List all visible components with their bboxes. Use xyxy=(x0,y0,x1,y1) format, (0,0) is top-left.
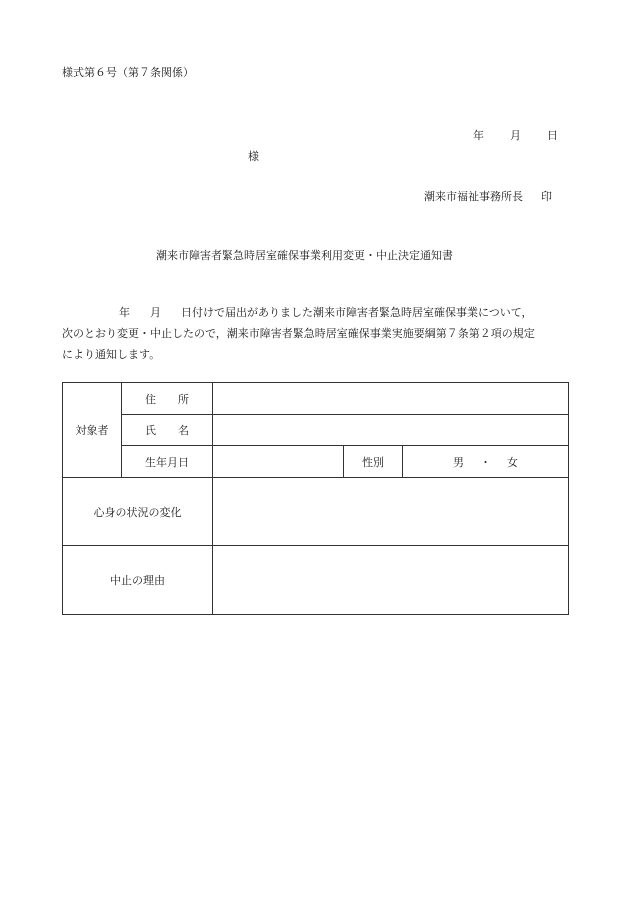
body-line-1 xyxy=(62,302,572,323)
sex-separator: ・ xyxy=(480,455,491,469)
body-line-2: 次のとおり変更・中止したので，潮来市障害者緊急時居室確保事業実施要綱第７条第２項の規定 xyxy=(62,327,535,340)
addressee-suffix: 様 xyxy=(248,150,259,163)
seal-mark: 印 xyxy=(541,190,552,203)
body-text xyxy=(62,302,572,365)
reason-label: 中止の理由 xyxy=(63,546,213,615)
sex-options[interactable] xyxy=(403,446,569,478)
document-title: 潮来市障害者緊急時居室確保事業利用変更・中止決定通知書 xyxy=(156,249,453,262)
issuer xyxy=(424,188,552,204)
form-number: 様式第６号（第７条関係） xyxy=(62,66,194,79)
sex-male: 男 xyxy=(453,455,464,469)
reason-field[interactable] xyxy=(213,546,569,615)
date-year-label: 年 xyxy=(473,129,484,142)
name-field[interactable] xyxy=(213,415,569,446)
sex-female: 女 xyxy=(507,455,518,469)
issuer-name: 潮来市福祉事務所長 xyxy=(424,190,523,203)
subject-label: 対象者 xyxy=(63,383,122,478)
address-label: 住 所 xyxy=(122,383,213,415)
body-year-label: 年 xyxy=(119,306,130,319)
address-field[interactable] xyxy=(213,383,569,415)
name-label: 氏 名 xyxy=(122,415,213,446)
birthdate-field[interactable] xyxy=(213,446,344,478)
date-month-label: 月 xyxy=(510,129,521,142)
date-line xyxy=(473,127,558,143)
change-field[interactable] xyxy=(213,478,569,546)
sex-label: 性別 xyxy=(344,446,403,478)
body-line-1-text: 日付けで届出がありました潮来市障害者緊急時居室確保事業について， xyxy=(181,306,533,319)
change-label: 心身の状況の変化 xyxy=(63,478,213,546)
date-day-label: 日 xyxy=(547,129,558,142)
notification-table xyxy=(62,382,569,615)
body-line-3: により通知します。 xyxy=(62,348,161,361)
body-month-label: 月 xyxy=(150,306,161,319)
birthdate-label: 生年月日 xyxy=(122,446,213,478)
